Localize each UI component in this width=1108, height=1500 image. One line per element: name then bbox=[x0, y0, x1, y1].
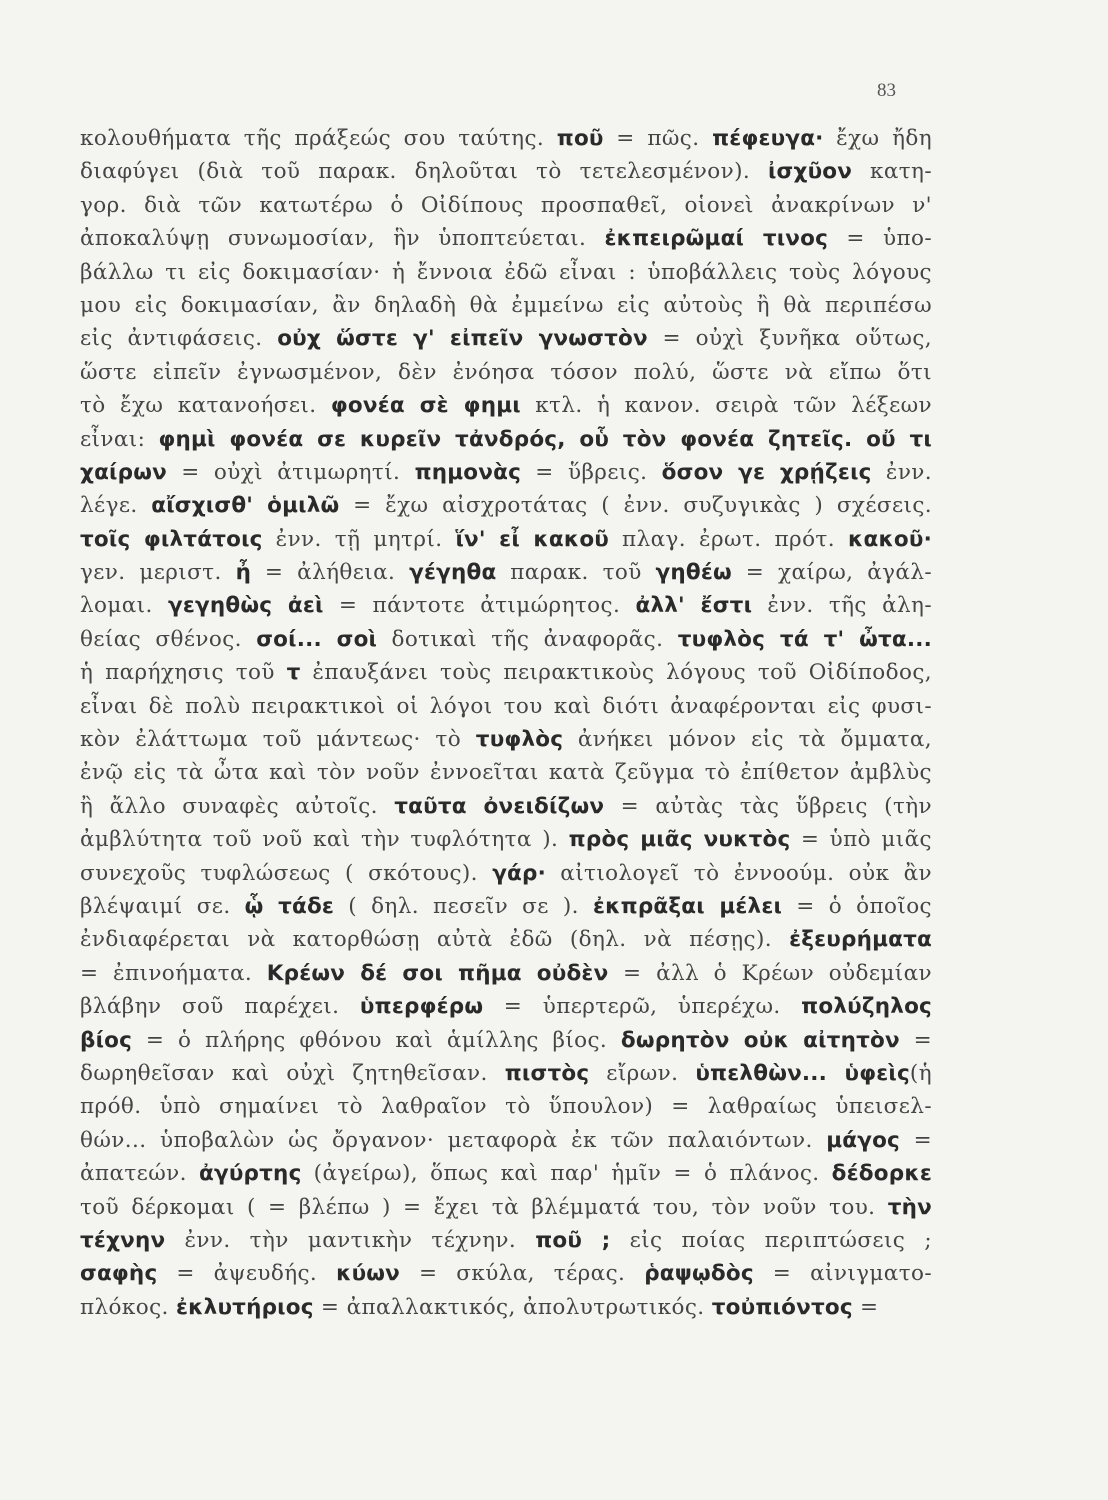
text-run: = ὑπερτερῶ, ὑπερέχω. bbox=[483, 994, 802, 1020]
text-run: (ἀγείρω), ὅπως καὶ παρ' ἡμῖν = ὁ πλάνος. bbox=[301, 1161, 832, 1187]
text-run: (ἡ bbox=[909, 1060, 932, 1086]
text-line bbox=[80, 256, 932, 289]
text-run: ἐνν. τῇ μητρί. bbox=[262, 526, 456, 552]
bold-lemma: ὑπελθὼν... ὑφεὶς bbox=[695, 1060, 910, 1086]
text-run: ( δηλ. πεσεῖν σε ). bbox=[334, 893, 593, 919]
bold-lemma: τὴν bbox=[887, 1194, 932, 1220]
text-run: ἀμβλύτητα τοῦ νοῦ καὶ τὴν τυφλότητα ). bbox=[80, 827, 569, 853]
bold-lemma: ὑπερφέρω bbox=[359, 994, 484, 1020]
text-line bbox=[80, 556, 932, 589]
text-run: = bbox=[899, 1027, 932, 1053]
text-line bbox=[80, 690, 932, 723]
bold-lemma: κακοῦ· bbox=[848, 526, 932, 552]
text-line bbox=[80, 1224, 932, 1257]
text-line bbox=[80, 122, 932, 155]
bold-lemma: πέφευγα· bbox=[712, 126, 824, 151]
text-run: μου εἰς δοκιμασίαν, ἂν δηλαδὴ θὰ ἐμμείνω εἰς αὐτοὺς ἢ θὰ περιπέσω bbox=[80, 292, 932, 318]
text-run: = ὁ ὁποῖος bbox=[782, 893, 932, 919]
text-line bbox=[80, 990, 932, 1023]
text-run: = ἀψευδής. bbox=[157, 1261, 337, 1287]
text-run: κολουθήματα τῆς πράξεώς σου ταύτης. bbox=[80, 126, 557, 151]
text-run: εἶναι: bbox=[80, 426, 159, 452]
text-line bbox=[80, 1124, 932, 1157]
text-run: = αἰνιγματο- bbox=[753, 1261, 933, 1287]
text-line bbox=[80, 823, 932, 856]
text-run: = bbox=[852, 1294, 879, 1320]
bold-lemma: ἐκλυτήριος bbox=[176, 1294, 314, 1320]
bold-lemma: φημὶ φονέα σε κυρεῖν τἀνδρός, οὗ τὸν φονέα ζητεῖς. οὔ τι bbox=[158, 426, 932, 452]
bold-lemma: τ bbox=[286, 660, 301, 686]
text-line bbox=[80, 656, 932, 689]
text-run: = ἔχω αἰσχροτάτας ( ἐνν. συζυγικὰς ) σχέσεις. bbox=[339, 493, 932, 519]
bold-lemma: μάγος bbox=[826, 1127, 901, 1153]
text-run: εἴρων. bbox=[589, 1060, 696, 1086]
text-run: τοῦ δέρκομαι ( = βλέπω ) = ἔχει τὰ βλέμματά του, τὸν νοῦν του. bbox=[80, 1194, 888, 1220]
text-line bbox=[80, 890, 932, 923]
bold-lemma: βίος bbox=[80, 1027, 133, 1053]
text-run: διαφύγει (διὰ τοῦ παρακ. δηλοῦται τὸ τετελεσμένον). bbox=[80, 159, 768, 185]
text-line bbox=[80, 1257, 932, 1290]
text-run: = οὐχὶ ξυνῆκα οὕτως, bbox=[647, 326, 933, 352]
bold-lemma: ἀλλ' ἔστι bbox=[635, 593, 753, 619]
text-run: ἐνν. τὴν μαντικὴν τέχνην. bbox=[165, 1227, 536, 1253]
bold-lemma: τυφλὸς τά τ' ὦτα... bbox=[677, 626, 932, 652]
text-line bbox=[80, 1024, 932, 1057]
text-run: θών... ὑποβαλὼν ὡς ὄργανον· μεταφορὰ ἐκ τῶν παλαιόντων. bbox=[80, 1127, 827, 1153]
text-run: αἰτιολογεῖ τὸ ἐννοούμ. οὐκ ἂν bbox=[545, 860, 932, 886]
text-run: βάλλω τι εἰς δοκιμασίαν· ἡ ἔννοια ἐδῶ εἶναι : ὑποβάλλεις τοὺς λόγους bbox=[80, 259, 932, 285]
bold-lemma: γηθέω bbox=[655, 560, 732, 586]
bold-lemma: τοὐπιόντος bbox=[711, 1294, 853, 1320]
text-run: = αὐτὰς τὰς ὕβρεις (τὴν bbox=[604, 793, 932, 819]
text-run: ἐνδιαφέρεται νὰ κατορθώσῃ αὐτὰ ἐδῶ (δηλ. νὰ πέσῃς). bbox=[80, 927, 790, 953]
text-run: = χαίρω, ἀγάλ- bbox=[731, 560, 933, 586]
bold-lemma: ἀγύρτης bbox=[199, 1161, 302, 1187]
bold-lemma: γάρ· bbox=[492, 860, 546, 886]
bold-lemma: ταῦτα ὀνειδίζων bbox=[394, 793, 605, 819]
text-run: ὥστε εἰπεῖν ἐγνωσμένον, δὲν ἐνόησα τόσον πολύ, ὥστε νὰ εἴπω ὅτι bbox=[80, 359, 932, 385]
text-line bbox=[80, 1157, 932, 1190]
bold-lemma: ᾧ τάδε bbox=[244, 893, 335, 919]
text-run: = ἀλλ ὁ Κρέων οὐδεμίαν bbox=[608, 960, 932, 986]
text-run: εἰς ἀντιφάσεις. bbox=[80, 326, 278, 352]
text-run: γεν. μεριστ. bbox=[80, 560, 236, 586]
text-line bbox=[80, 456, 932, 489]
bold-lemma: δέδορκε bbox=[831, 1161, 932, 1187]
text-line bbox=[80, 589, 932, 622]
text-run: κατη- bbox=[852, 159, 932, 185]
text-run: = οὐχὶ ἀτιμωρητί. bbox=[166, 459, 415, 485]
text-run: = ὑπὸ μιᾶς bbox=[790, 827, 932, 853]
bold-lemma: ἐκπρᾶξαι μέλει bbox=[592, 893, 783, 919]
text-line bbox=[80, 857, 932, 890]
text-line bbox=[80, 289, 932, 322]
text-run: κτλ. ἡ κανον. σειρὰ τῶν λέξεων bbox=[520, 393, 933, 419]
text-run: = bbox=[900, 1127, 932, 1153]
text-line bbox=[80, 1057, 932, 1090]
text-run: ἀνήκει μόνον εἰς τὰ ὄμματα, bbox=[563, 727, 933, 753]
bold-lemma: χαίρων bbox=[80, 459, 167, 485]
text-run: δοτικαὶ τῆς ἀναφορᾶς. bbox=[377, 626, 678, 652]
text-run: = ἀπαλλακτικός, ἀπολυτρωτικός. bbox=[313, 1294, 712, 1320]
text-run: ἡ παρήχησις τοῦ bbox=[80, 660, 287, 686]
text-run: κὸν ἐλάττωμα τοῦ μάντεως· τὸ bbox=[80, 727, 476, 753]
text-run: ἐπαυξάνει τοὺς πειρακτικοὺς λόγους τοῦ Οἰδίποδος, bbox=[300, 660, 933, 686]
text-run: συνεχοῦς τυφλώσεως ( σκότους). bbox=[80, 860, 493, 886]
bold-lemma: πημονὰς bbox=[414, 459, 522, 485]
text-line bbox=[80, 957, 932, 990]
text-run: θείας σθένος. bbox=[80, 626, 257, 652]
bold-lemma: οὐχ ὥστε γ' εἰπεῖν γνωστὸν bbox=[277, 326, 648, 352]
text-line bbox=[80, 790, 932, 823]
bold-lemma: γεγηθὼς ἀεὶ bbox=[168, 593, 324, 619]
text-line bbox=[80, 489, 932, 522]
bold-lemma: κύων bbox=[336, 1261, 401, 1287]
text-line bbox=[80, 322, 932, 355]
text-run: βλέψαιμί σε. bbox=[80, 893, 245, 919]
text-run: πλόκος. bbox=[80, 1294, 176, 1320]
bold-lemma: ἐξευρήματα bbox=[789, 927, 932, 953]
bold-lemma: ποῦ ; bbox=[535, 1227, 611, 1253]
bold-lemma: τυφλὸς bbox=[475, 727, 564, 753]
bold-lemma: πιστὸς bbox=[504, 1060, 590, 1086]
text-line bbox=[80, 523, 932, 556]
text-run: λομαι. bbox=[80, 593, 168, 619]
text-line bbox=[80, 356, 932, 389]
commentary-text bbox=[80, 122, 932, 1324]
bold-lemma: αἴσχισθ' ὁμιλῶ bbox=[151, 493, 340, 519]
text-line bbox=[80, 723, 932, 756]
text-run: ἀπατεών. bbox=[80, 1161, 200, 1187]
text-run: ἀποκαλύψῃ συνωμοσίαν, ἣν ὑποπτεύεται. bbox=[80, 226, 605, 252]
bold-lemma: ἦ bbox=[235, 560, 252, 586]
bold-lemma: δωρητὸν οὐκ αἰτητὸν bbox=[620, 1027, 900, 1053]
text-line bbox=[80, 1090, 932, 1123]
bold-lemma: ἐκπειρῶμαί τινος bbox=[604, 226, 829, 252]
text-run: = ὑπο- bbox=[828, 226, 932, 252]
text-run: εἶναι δὲ πολὺ πειρακτικοὶ οἱ λόγοι του καὶ διότι ἀναφέρονται εἰς φυσι- bbox=[80, 693, 932, 719]
text-line bbox=[80, 923, 932, 956]
text-run: τὸ ἔχω κατανοήσει. bbox=[80, 393, 331, 419]
text-run: ἔχω ἤδη bbox=[823, 126, 932, 151]
text-line bbox=[80, 756, 932, 789]
text-line bbox=[80, 1291, 932, 1324]
bold-lemma: πολύζηλος bbox=[801, 994, 932, 1020]
text-run: = σκύλα, τέρας. bbox=[400, 1261, 645, 1287]
text-line bbox=[80, 423, 932, 456]
text-run: ἐνῷ εἰς τὰ ὦτα καὶ τὸν νοῦν ἐννοεῖται κατὰ ζεῦγμα τὸ ἐπίθετον ἀμβλὺς bbox=[80, 760, 932, 786]
text-line bbox=[80, 155, 932, 188]
bold-lemma: πρὸς μιᾶς νυκτὸς bbox=[568, 827, 791, 853]
text-run: βλάβην σοῦ παρέχει. bbox=[80, 994, 360, 1020]
bold-lemma: τοῖς φιλτάτοις bbox=[80, 526, 263, 552]
page-number: 83 bbox=[877, 80, 896, 101]
bold-lemma: ποῦ bbox=[556, 126, 604, 151]
bold-lemma: ῥαψῳδὸς bbox=[644, 1261, 754, 1287]
bold-lemma: ἰσχῦον bbox=[767, 159, 853, 185]
text-run: = πάντοτε ἀτιμώρητος. bbox=[323, 593, 636, 619]
text-run: παρακ. τοῦ bbox=[496, 560, 656, 586]
text-run: ἐνν. bbox=[871, 459, 932, 485]
text-line bbox=[80, 1191, 932, 1224]
text-run: πλαγ. ἐρωτ. πρότ. bbox=[609, 526, 848, 552]
text-run: πρόθ. ὑπὸ σημαίνει τὸ λαθραῖον τὸ ὕπουλον) = λαθραίως ὑπεισελ- bbox=[80, 1094, 932, 1120]
text-run: = ὁ πλήρης φθόνου καὶ ἁμίλλης βίος. bbox=[132, 1027, 621, 1053]
text-run: δωρηθεῖσαν καὶ οὐχὶ ζητηθεῖσαν. bbox=[80, 1060, 505, 1086]
text-run: = ἐπινοήματα. bbox=[80, 960, 267, 986]
bold-lemma: ὅσον γε χρῄζεις bbox=[661, 459, 872, 485]
text-run: = ἀλήθεια. bbox=[251, 560, 410, 586]
text-line bbox=[80, 189, 932, 222]
bold-lemma: τέχνην bbox=[80, 1227, 166, 1253]
bold-lemma: ἵν' εἶ κακοῦ bbox=[455, 526, 610, 552]
bold-lemma: σοί... σοὶ bbox=[256, 626, 378, 652]
text-run: = πῶς. bbox=[603, 126, 713, 151]
text-run: ἐνν. τῆς ἀλη- bbox=[752, 593, 932, 619]
text-run: ἢ ἄλλο συναφὲς αὐτοῖς. bbox=[80, 793, 395, 819]
text-run: γορ. διὰ τῶν κατωτέρω ὁ Οἰδίπους προσπαθεῖ, οἱονεὶ ἀνακρίνων ν' bbox=[80, 192, 932, 218]
text-line bbox=[80, 222, 932, 255]
bold-lemma: φονέα σὲ φημι bbox=[330, 393, 521, 419]
text-run: λέγε. bbox=[80, 493, 152, 519]
text-run: = ὕβρεις. bbox=[521, 459, 662, 485]
text-run: εἰς ποίας περιπτώσεις ; bbox=[610, 1227, 932, 1253]
text-line bbox=[80, 623, 932, 656]
bold-lemma: Κρέων δέ σοι πῆμα οὐδὲν bbox=[266, 960, 609, 986]
text-line bbox=[80, 389, 932, 422]
bold-lemma: γέγηθα bbox=[409, 560, 497, 586]
bold-lemma: σαφὴς bbox=[80, 1261, 158, 1287]
